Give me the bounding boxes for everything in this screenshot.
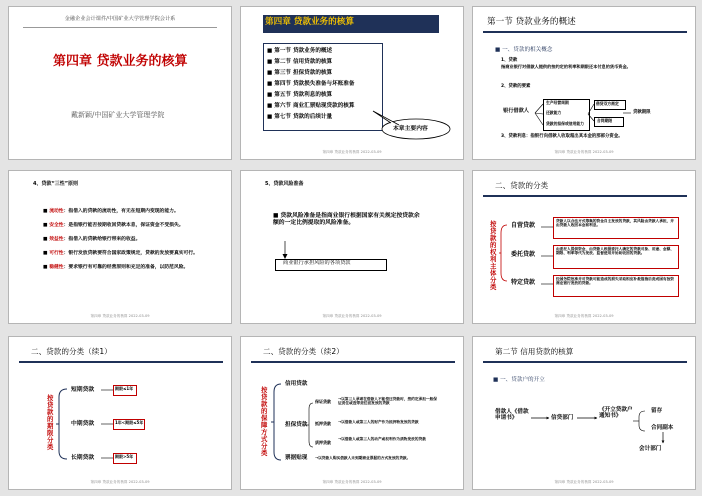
- vertical-label: 按贷款的保障方式分类: [261, 386, 268, 457]
- slide-7-title: 二、贷款的分类（续1）: [31, 347, 112, 356]
- risk-loans-text: 商业银行承担风险的各项贷款: [283, 260, 351, 266]
- slide-footer: 第四章 贷款业务的核算 2022-03-09: [90, 480, 150, 484]
- vertical-label: 按贷款的期限分类: [47, 394, 54, 451]
- slide-8-thumbnail[interactable]: [240, 336, 464, 490]
- section-heading-text: 一、贷款户的开立: [500, 377, 545, 383]
- slide-4-thumbnail[interactable]: [8, 170, 232, 324]
- guarantee-category: 信用贷款: [285, 381, 308, 387]
- toc-item[interactable]: ■ 第一节 贷款业务的概述: [267, 48, 333, 54]
- slide-6-title: 二、贷款的分类: [495, 181, 549, 190]
- list-item-key: 安全性: [49, 223, 64, 228]
- toc-item[interactable]: ■ 第七节 贷款的后续计量: [267, 114, 333, 120]
- toc-item[interactable]: ■ 第四节 贷款损失准备与坏账准备: [267, 81, 355, 87]
- toc-item-label: 第五节 贷款利息的核算: [274, 92, 333, 98]
- list-item-key: 稳健性: [49, 265, 64, 270]
- list-item: ■ 可行性：银行发放贷款要符合国家政策规定，贷款的发放要真实可行。: [43, 251, 198, 256]
- item-heading: 1、贷款: [501, 58, 518, 63]
- slide-5-title: 5、贷款风险准备: [265, 181, 304, 187]
- category-desc: 由委托人提供资金，由贷款人根据委托人确定的贷款对象、用途、金额、期限、利率等代为发放、监督使用并协助收回的贷款。: [556, 247, 674, 256]
- flow-right: 《开立贷款户通知书》: [599, 407, 633, 420]
- slide-footer: 第四章 贷款业务的核算 2022-03-09: [554, 480, 614, 484]
- guarantee-category: 担保贷款: [285, 422, 308, 428]
- slide-1-header: 金融企业会计课件/中国矿业大学管理学院会计系: [64, 16, 176, 22]
- discount-desc: →以贷款人购买借款人未到期商业票据的方式发放的贷款。: [315, 456, 411, 460]
- term-label: 短期贷款: [71, 387, 95, 393]
- flow-bottom: 会计部门: [639, 446, 662, 452]
- toc-item-label: 第七节 贷款的后续计量: [274, 114, 333, 120]
- list-item-text: ：要求银行有可靠的经营原则和充足的准备，以防范风险。: [63, 265, 189, 270]
- header-rule: [23, 27, 217, 28]
- flow-out: 合同副本: [651, 425, 674, 431]
- callout-text: 本章主要内容: [393, 126, 428, 132]
- category-label: 自营贷款: [511, 222, 536, 229]
- list-item-text: ：指借入的贷款的流动性，有无在短期内变现的能力。: [63, 209, 179, 214]
- list-item: ■ 流动性：指借入的贷款的流动性，有无在短期内变现的能力。: [43, 209, 179, 214]
- term-bracket: [9, 337, 231, 489]
- guarantee-subtype: 质押贷款: [315, 440, 331, 445]
- category-label: 委托贷款: [511, 251, 536, 258]
- slide-footer: 第四章 贷款业务的核算 2022-03-09: [322, 150, 382, 154]
- toc-item[interactable]: ■ 第三节 担保贷款的核算: [267, 70, 333, 76]
- flow-out: 留存: [651, 408, 663, 414]
- toc-item-label: 第四节 贷款损失准备与坏账准备: [274, 81, 355, 87]
- diagram-left-item: 还款能力: [546, 110, 562, 115]
- slide-5-thumbnail[interactable]: [240, 170, 464, 324]
- slide-1-author: 戴新颖/中国矿业大学管理学院: [71, 111, 165, 119]
- slide-1-thumbnail[interactable]: [8, 6, 232, 160]
- toc-item[interactable]: ■ 第五节 贷款利息的核算: [267, 92, 333, 98]
- slide-footer: 第四章 贷款业务的核算 2022-03-09: [90, 314, 150, 318]
- slide-9-thumbnail[interactable]: [472, 336, 696, 490]
- slide-footer: 第四章 贷款业务的核算 2022-03-09: [322, 314, 382, 318]
- guarantee-desc: →以借款人或第三人的财产作为抵押物发放的贷款: [338, 420, 419, 424]
- slide-3-title: 第一节 贷款业务的概述: [487, 17, 576, 27]
- section-heading-text: 一、贷款的相关概念: [502, 47, 553, 53]
- guarantee-desc: →以借款人或第三人的动产或权利作为质物发放的贷款: [338, 437, 426, 441]
- list-item-key: 可行性: [49, 251, 64, 256]
- list-item: ■ 效益性：指借入的贷款给银行带来的收益。: [43, 237, 141, 242]
- term-label: 中期贷款: [71, 421, 95, 427]
- slide-footer: 第四章 贷款业务的核算 2022-03-09: [554, 150, 614, 154]
- list-item: ■ 稳健性：要求银行有可靠的经营原则和充足的准备，以防范风险。: [43, 265, 189, 270]
- item-text: 3、贷款利息：指银行向借款人收取超出其本金的那部分资金。: [501, 134, 623, 139]
- account-opening-flow: [473, 337, 695, 489]
- toc-item[interactable]: ■ 第二节 信用贷款的核算: [267, 59, 333, 65]
- section-heading: ■ 一、贷款户的开立: [493, 377, 545, 383]
- diagram-right-top: 借贷双方商定: [596, 101, 619, 106]
- toc-item-label: 第一节 贷款业务的概述: [274, 48, 333, 54]
- toc-item-label: 第二节 信用贷款的核算: [274, 59, 333, 65]
- callout-bubble: [241, 7, 463, 159]
- category-label: 特定贷款: [511, 279, 536, 286]
- slide-3-thumbnail[interactable]: [472, 6, 696, 160]
- category-desc: 经国务院批准并对贷款可能造成的损失采取相应补救措施后责成国有独资商业银行发放的贷款。: [556, 277, 674, 286]
- diagram-right-mid: 贷款期限: [633, 110, 651, 115]
- slide-2-title: 第四章 贷款业务的核算: [265, 17, 354, 27]
- list-item: ■ 安全性：是指银行能否按期收回贷款本息，保证资金不受损失。: [43, 223, 184, 228]
- list-item-text: ：是指银行能否按期收回贷款本息，保证资金不受损失。: [63, 223, 184, 228]
- list-item-key: 效益性: [49, 237, 64, 242]
- term-tag: 期限≤1年: [115, 386, 134, 391]
- guarantee-subtype: 抵押贷款: [315, 421, 331, 426]
- guarantee-subtype: 保证贷款: [315, 399, 331, 404]
- slide-1-title: 第四章 贷款业务的核算: [53, 54, 188, 69]
- toc-item-label: 第三节 担保贷款的核算: [274, 70, 333, 76]
- slide-9-title: 第二节 信用贷款的核算: [495, 347, 574, 356]
- slide-footer: 第四章 贷款业务的核算 2022-03-09: [554, 314, 614, 318]
- diagram-left-item: 生产经营周期: [546, 100, 569, 105]
- slide-8-title: 二、贷款的分类（续2）: [263, 347, 344, 356]
- category-desc: 贷款人以合法方式筹集的资金自主发放的贷款，其风险由贷款人承担，并由贷款人收回本金和利息。: [556, 219, 674, 228]
- diagram-center: 银行借款人: [503, 108, 529, 114]
- diagram-right-bot: 合同期限: [597, 118, 613, 123]
- guarantee-category: 票据贴现: [285, 455, 308, 461]
- toc-item-label: 第六节 商业汇票贴现贷款的核算: [274, 103, 355, 109]
- down-arrow: [241, 171, 463, 323]
- slide-7-thumbnail[interactable]: [8, 336, 232, 490]
- guarantee-desc: →以第三人承诺在借款人不能偿还贷款时，按约定承担一般保证责任或连带责任而发放的贷款: [338, 397, 437, 406]
- slide-footer: 第四章 贷款业务的核算 2022-03-09: [322, 480, 382, 484]
- vertical-label: 按贷款的权利主体分类: [490, 220, 497, 291]
- term-label: 长期贷款: [71, 455, 95, 461]
- flow-mid: 信贷部门: [551, 415, 574, 421]
- list-item-text: ：银行发放贷款要符合国家政策规定，贷款的发放要真实可行。: [63, 251, 198, 256]
- paragraph-text: 贷款风险准备是指商业银行根据国家有关规定按贷款余额的一定比例提取的风险准备。: [273, 213, 420, 226]
- section-heading: ■ 一、贷款的相关概念: [495, 47, 553, 53]
- item-heading: 2、贷款的要素: [501, 84, 531, 89]
- term-tag: 期限>5年: [115, 454, 134, 459]
- list-item-text: ：指借入的贷款给银行带来的收益。: [63, 237, 141, 242]
- guarantee-bracket: [241, 337, 463, 489]
- diagram-left-item: 贷款的担保或信用能力: [546, 121, 584, 126]
- paragraph: ■ 贷款风险准备是指商业银行根据国家有关规定按贷款余额的一定比例提取的风险准备。: [273, 213, 420, 226]
- slide-6-thumbnail[interactable]: [472, 170, 696, 324]
- slide-2-thumbnail[interactable]: [240, 6, 464, 160]
- slide-4-title: 4、贷款“三性”原则: [33, 181, 79, 187]
- term-tag: 1年<期限≤5年: [115, 420, 144, 425]
- item-text: 指商业银行对借款人提供的按约定的利率和期限还本付息的货币资金。: [501, 64, 631, 69]
- flow-left: 借款人《借款申请书》: [495, 409, 529, 422]
- toc-item[interactable]: ■ 第六节 商业汇票贴现贷款的核算: [267, 103, 355, 109]
- list-item-key: 流动性: [49, 209, 64, 214]
